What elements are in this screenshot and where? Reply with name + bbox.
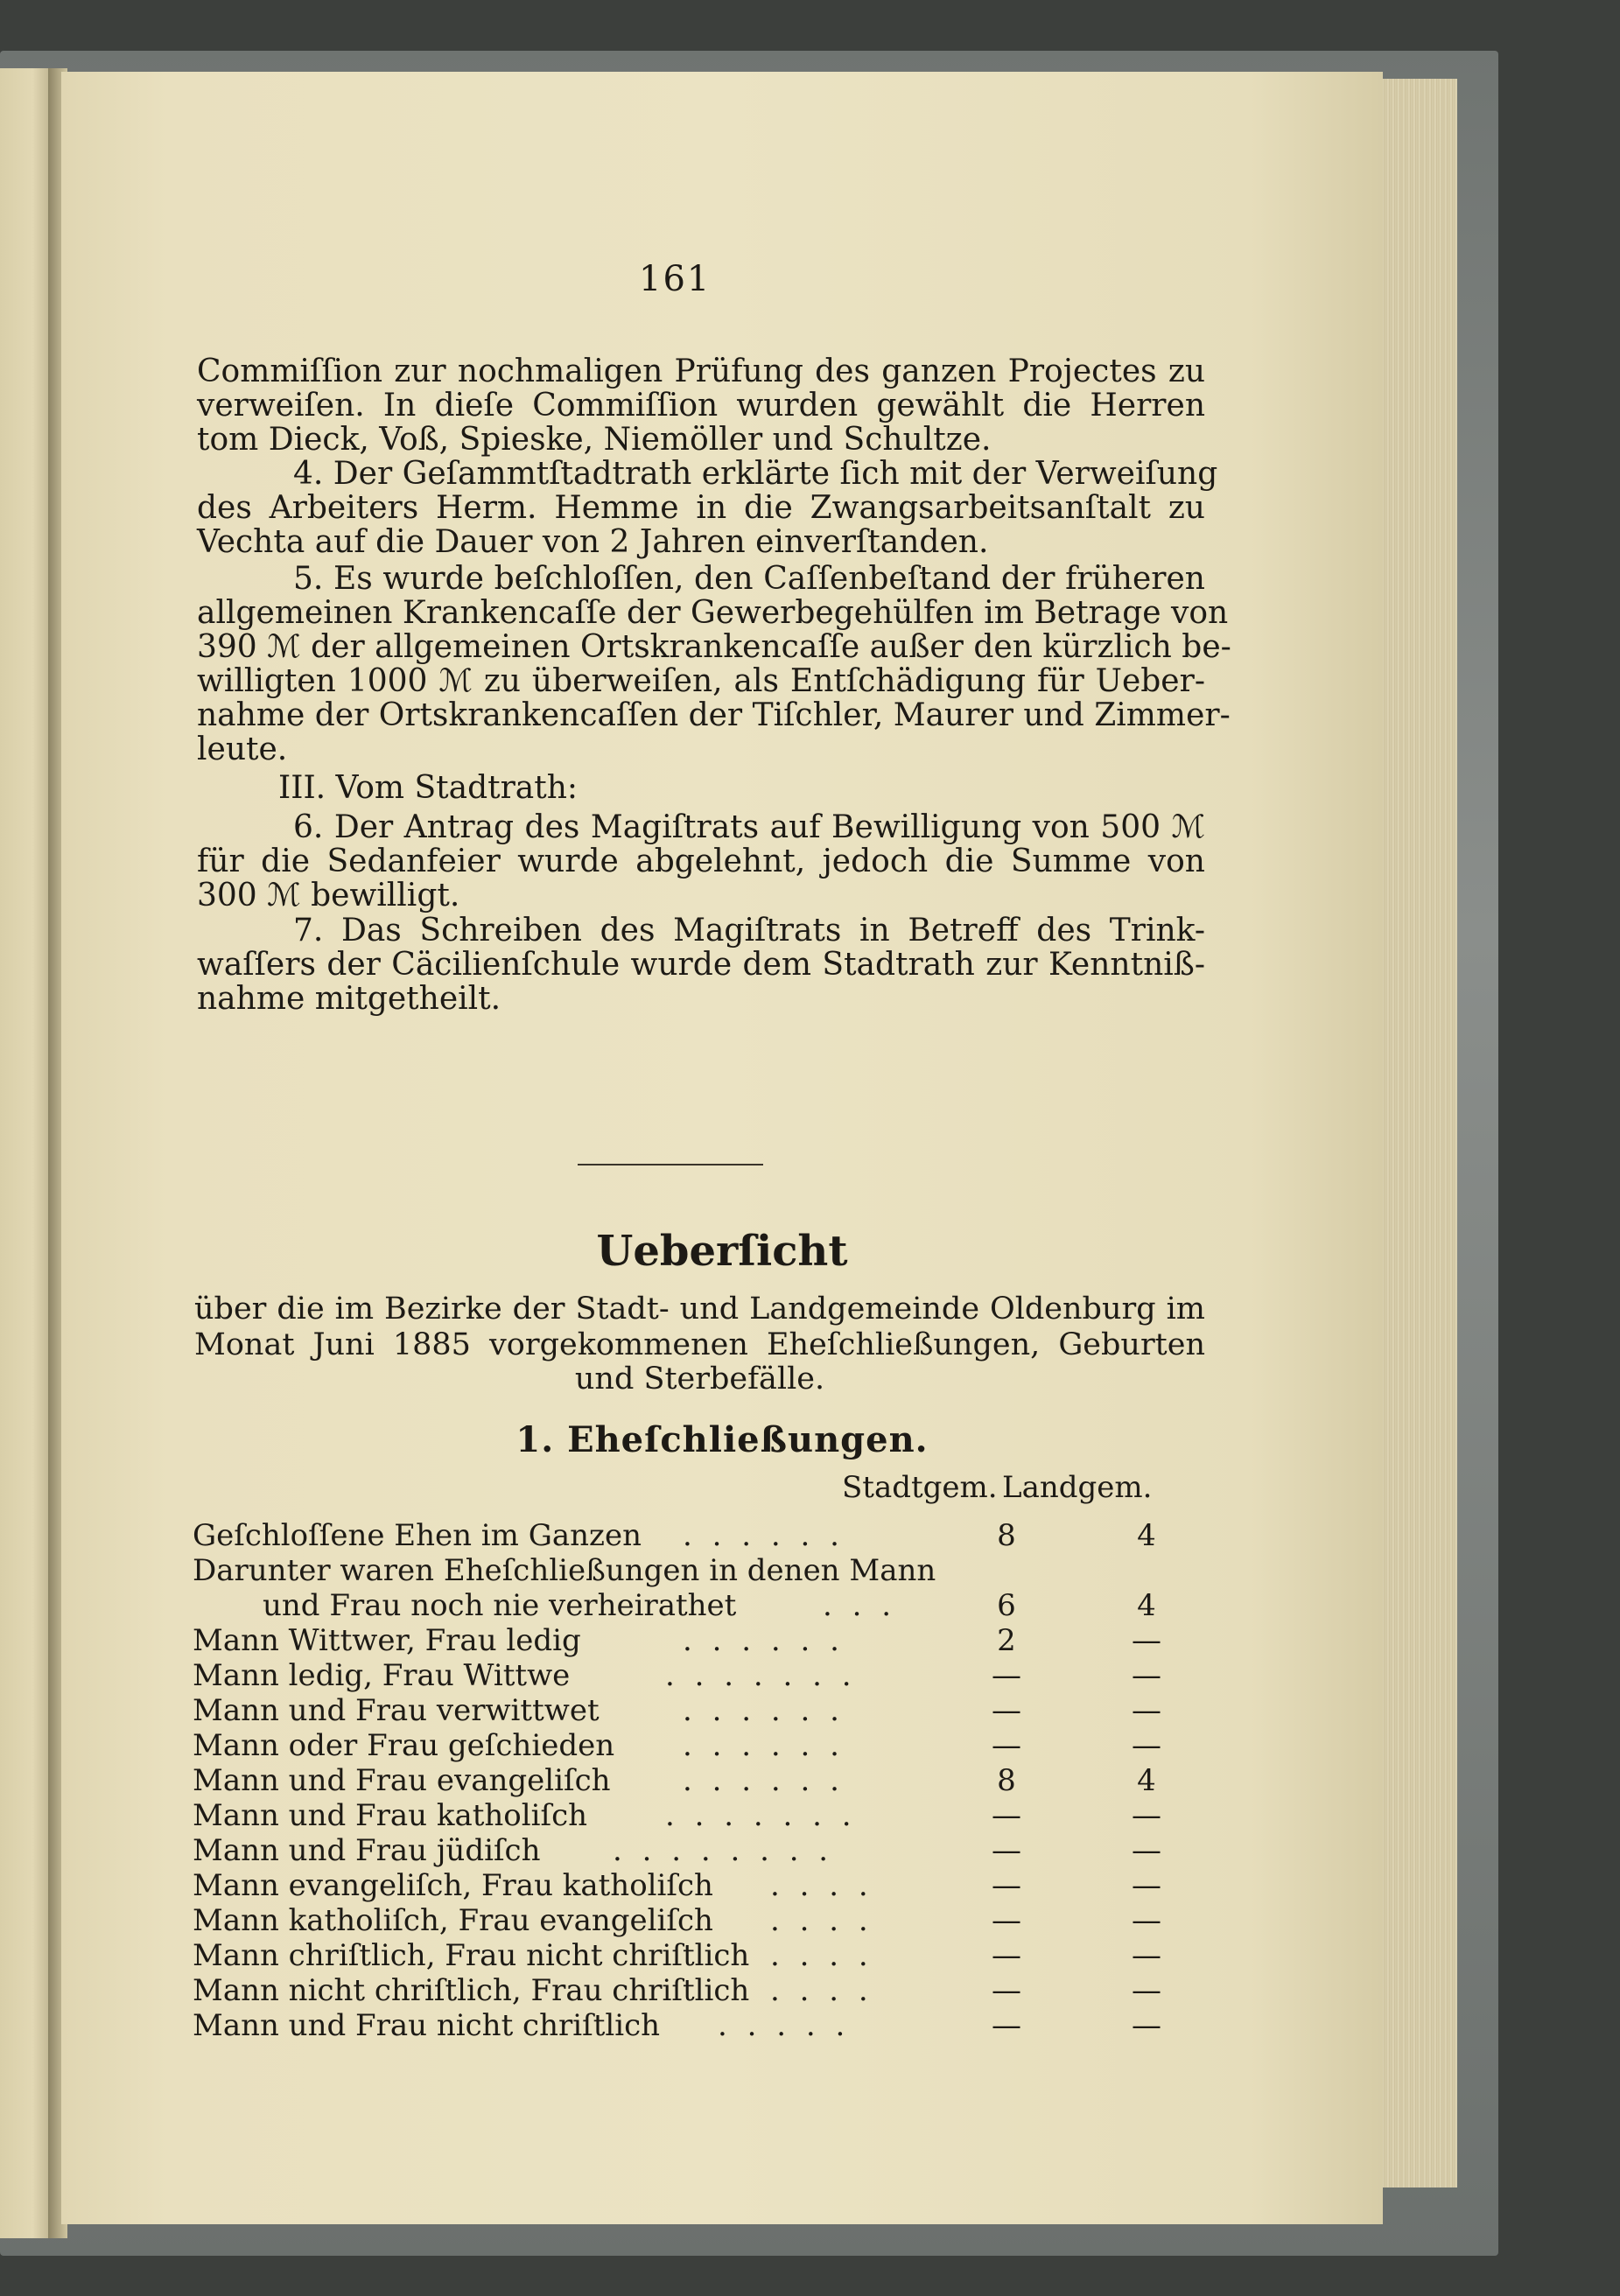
table-row bbox=[193, 1833, 1278, 1868]
table-row bbox=[193, 1798, 1278, 1833]
book-page bbox=[61, 72, 1383, 2224]
text-line: 5. Es wurde beſchloſſen, den Caſſenbeſtand der früheren bbox=[293, 561, 1205, 597]
row-value-land: 4 bbox=[1137, 1518, 1156, 1553]
text-line: tom Dieck, Voß, Spieske, Niemöller und Schultze. bbox=[197, 422, 992, 458]
table-row bbox=[193, 1518, 1278, 1553]
row-value-land: — bbox=[1132, 1868, 1161, 1903]
row-leader-dots: . . . . . . . bbox=[665, 1658, 857, 1693]
overview-subtitle-line: Monat Juni 1885 vorgekommenen Eheſchließungen, Geburten bbox=[194, 1327, 1205, 1362]
text-line: leute. bbox=[197, 732, 288, 767]
overview-subtitle-line: über die im Bezirke der Stadt- und Landgemeinde Oldenburg im bbox=[194, 1292, 1205, 1326]
divider-rule bbox=[578, 1164, 763, 1166]
row-label: Mann und Frau katholiſch bbox=[193, 1798, 588, 1833]
row-value-land: — bbox=[1132, 1623, 1161, 1658]
text-line: für die Sedanfeier wurde abgelehnt, jedoch die Summe von bbox=[197, 844, 1205, 879]
row-leader-dots: . . . . . . bbox=[683, 1693, 845, 1728]
row-value-land: — bbox=[1132, 1728, 1161, 1763]
row-value-land: — bbox=[1132, 1938, 1161, 1973]
table-row bbox=[193, 2008, 1278, 2043]
row-label: Mann und Frau nicht chriſtlich bbox=[193, 2008, 661, 2043]
row-value-stadt: 2 bbox=[997, 1623, 1016, 1658]
row-leader-dots: . . . . bbox=[770, 1903, 873, 1938]
text-line: waſſers der Cäcilienſchule wurde dem Stadtrath zur Kenntniß- bbox=[197, 947, 1205, 983]
column-header-stadtgem: Stadtgem. bbox=[842, 1470, 998, 1505]
table-row bbox=[193, 1658, 1278, 1693]
column-header-landgem: Landgem. bbox=[1002, 1470, 1153, 1505]
table-row bbox=[193, 1973, 1278, 2008]
row-value-land: — bbox=[1132, 1658, 1161, 1693]
row-label: Mann und Frau evangeliſch bbox=[193, 1763, 611, 1798]
row-label: und Frau noch nie verheirathet bbox=[263, 1588, 737, 1623]
row-leader-dots: . . . . . . bbox=[683, 1623, 845, 1658]
left-page-edge bbox=[0, 68, 54, 2238]
text-line: nahme mitgetheilt. bbox=[197, 981, 501, 1017]
row-value-stadt: — bbox=[992, 1868, 1021, 1903]
table-row bbox=[193, 1588, 1278, 1623]
table-row bbox=[193, 1763, 1278, 1798]
text-line: Commiſſion zur nochmaligen Prüfung des ganzen Projectes zu bbox=[197, 354, 1205, 389]
row-leader-dots: . . . bbox=[823, 1588, 897, 1623]
row-label: Mann Wittwer, Frau ledig bbox=[193, 1623, 581, 1658]
row-label: Mann und Frau jüdiſch bbox=[193, 1833, 541, 1868]
overview-subtitle-line: und Sterbefälle. bbox=[574, 1362, 825, 1396]
row-value-stadt: — bbox=[992, 2008, 1021, 2043]
table-row bbox=[193, 1903, 1278, 1938]
row-value-stadt: — bbox=[992, 1903, 1021, 1938]
row-label: Darunter waren Eheſchließungen in denen Mann bbox=[193, 1553, 936, 1588]
row-leader-dots: . . . . . . bbox=[683, 1518, 845, 1553]
table-row bbox=[193, 1553, 1278, 1588]
row-label: Mann nicht chriſtlich, Frau chriſtlich bbox=[193, 1973, 750, 2008]
row-value-stadt: — bbox=[992, 1973, 1021, 2008]
text-line: verweiſen. In dieſe Commiſſion wurden gewählt die Herren bbox=[197, 388, 1205, 424]
row-leader-dots: . . . . bbox=[770, 1973, 873, 2008]
row-leader-dots: . . . . . . . bbox=[665, 1798, 857, 1833]
row-label: Mann katholiſch, Frau evangeliſch bbox=[193, 1903, 713, 1938]
row-leader-dots: . . . . . . bbox=[683, 1728, 845, 1763]
text-line: nahme der Ortskrankencaſſen der Tiſchler, Maurer und Zimmer- bbox=[197, 697, 1231, 733]
overview-title: Ueberſicht bbox=[596, 1227, 848, 1276]
row-value-land: 4 bbox=[1137, 1763, 1156, 1798]
page-edges bbox=[1374, 79, 1457, 2188]
text-line: des Arbeiters Herm. Hemme in die Zwangsarbeitsanſtalt zu bbox=[197, 490, 1205, 526]
page-number: 161 bbox=[639, 259, 712, 299]
row-leader-dots: . . . . bbox=[770, 1868, 873, 1903]
row-leader-dots: . . . . . bbox=[718, 2008, 851, 2043]
row-leader-dots: . . . . . . bbox=[683, 1763, 845, 1798]
row-leader-dots: . . . . . . . . bbox=[613, 1833, 834, 1868]
table-row bbox=[193, 1938, 1278, 1973]
row-value-stadt: — bbox=[992, 1658, 1021, 1693]
text-line: Vechta auf die Dauer von 2 Jahren einverſtanden. bbox=[197, 524, 989, 560]
row-label: Mann ledig, Frau Wittwe bbox=[193, 1658, 571, 1693]
row-value-land: — bbox=[1132, 1973, 1161, 2008]
row-value-land: — bbox=[1132, 1833, 1161, 1868]
row-value-land: 4 bbox=[1137, 1588, 1156, 1623]
table-row bbox=[193, 1868, 1278, 1903]
row-value-land: — bbox=[1132, 2008, 1161, 2043]
text-line: 4. Der Geſammtſtadtrath erklärte ſich mit der Verweiſung bbox=[293, 456, 1218, 492]
text-line: allgemeinen Krankencaſſe der Gewerbegehülfen im Betrage von bbox=[197, 595, 1229, 631]
section-heading-stadtrath: III. Vom Stadtrath: bbox=[278, 770, 579, 806]
text-line: 6. Der Antrag des Magiſtrats auf Bewilligung von 500 ℳ bbox=[293, 809, 1205, 845]
row-label: Mann evangeliſch, Frau katholiſch bbox=[193, 1868, 713, 1903]
row-value-stadt: 8 bbox=[997, 1518, 1016, 1553]
text-line: 390 ℳ der allgemeinen Ortskrankencaſſe außer den kürzlich be- bbox=[197, 629, 1231, 665]
row-value-stadt: — bbox=[992, 1833, 1021, 1868]
row-value-land: — bbox=[1132, 1798, 1161, 1833]
row-value-stadt: 6 bbox=[997, 1588, 1016, 1623]
row-value-stadt: — bbox=[992, 1798, 1021, 1833]
table-row bbox=[193, 1728, 1278, 1763]
row-leader-dots: . . . . bbox=[770, 1938, 873, 1973]
table-row bbox=[193, 1693, 1278, 1728]
row-value-stadt: 8 bbox=[997, 1763, 1016, 1798]
row-value-land: — bbox=[1132, 1693, 1161, 1728]
row-value-stadt: — bbox=[992, 1938, 1021, 1973]
row-label: Mann oder Frau geſchieden bbox=[193, 1728, 615, 1763]
section-title: 1. Eheſchließungen. bbox=[515, 1419, 929, 1460]
table-row bbox=[193, 1623, 1278, 1658]
row-value-stadt: — bbox=[992, 1728, 1021, 1763]
row-label: Mann chriſtlich, Frau nicht chriſtlich bbox=[193, 1938, 750, 1973]
row-value-stadt: — bbox=[992, 1693, 1021, 1728]
row-label: Geſchloſſene Ehen im Ganzen bbox=[193, 1518, 642, 1553]
row-value-land: — bbox=[1132, 1903, 1161, 1938]
text-line: 300 ℳ bewilligt. bbox=[197, 878, 460, 914]
text-line: 7. Das Schreiben des Magiſtrats in Betreff des Trink- bbox=[293, 913, 1205, 948]
row-label: Mann und Frau verwittwet bbox=[193, 1693, 600, 1728]
text-line: willigten 1000 ℳ zu überweiſen, als Entſchädigung für Ueber- bbox=[197, 663, 1205, 699]
